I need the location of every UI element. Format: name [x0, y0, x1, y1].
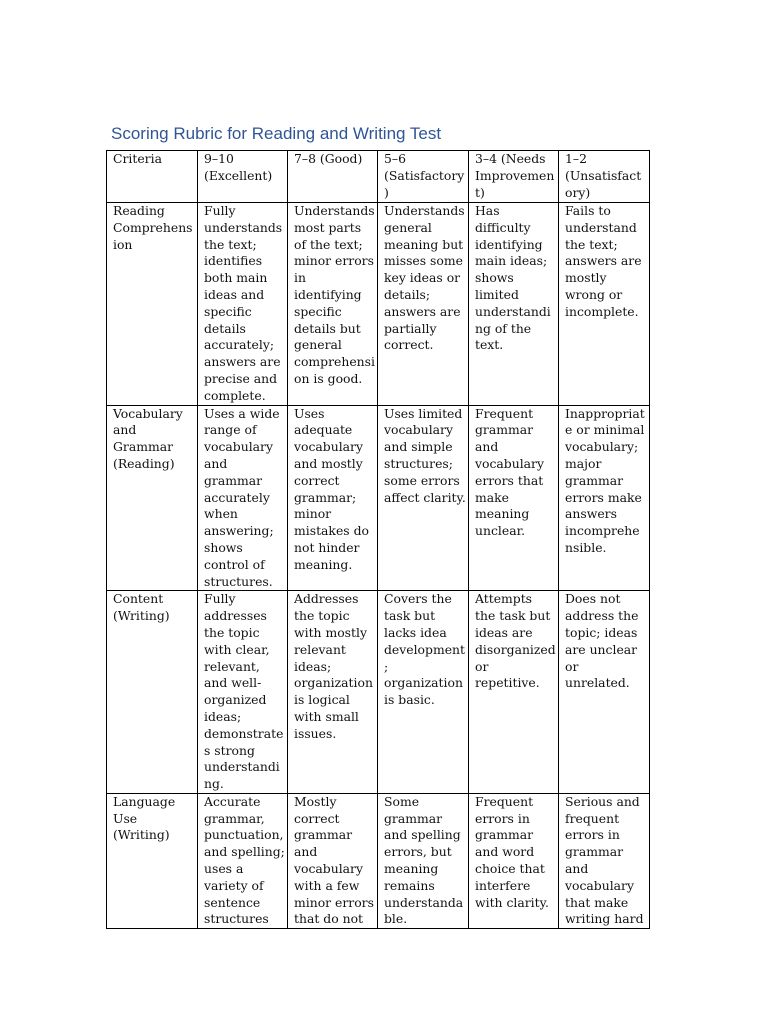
header-row: [107, 151, 650, 203]
criteria-cell: Language Use (Writing): [107, 793, 198, 928]
score-cell: Mostly correct grammar and vocabulary with a few minor errors that do not: [288, 793, 378, 928]
document-title: Scoring Rubric for Reading and Writing Test: [111, 124, 442, 143]
header-cell-criteria: Criteria: [107, 151, 198, 203]
score-cell: Uses a wide range of vocabulary and grammar accurately when answering; shows control of structures.: [198, 405, 288, 591]
score-cell: Addresses the topic with mostly relevant ideas; organization is logical with small issues.: [288, 591, 378, 794]
header-cell-needs-improvement: 3–4 (Needs Improvement): [469, 151, 559, 203]
score-cell: Inappropriate or minimal vocabulary; major grammar errors make answers incomprehensible.: [559, 405, 650, 591]
table-row: [107, 405, 650, 591]
score-cell: Covers the task but lacks idea development; organization is basic.: [378, 591, 469, 794]
header-cell-excellent: 9–10 (Excellent): [198, 151, 288, 203]
score-cell: Uses adequate vocabulary and mostly correct grammar; minor mistakes do not hinder meaning.: [288, 405, 378, 591]
table-row: [107, 793, 650, 928]
score-cell: Attempts the task but ideas are disorganized or repetitive.: [469, 591, 559, 794]
score-cell: Understands most parts of the text; minor errors in identifying specific details but general comprehension is good.: [288, 203, 378, 406]
score-cell: Does not address the topic; ideas are unclear or unrelated.: [559, 591, 650, 794]
score-cell: Uses limited vocabulary and simple structures; some errors affect clarity.: [378, 405, 469, 591]
table-row: [107, 591, 650, 794]
score-cell: Some grammar and spelling errors, but meaning remains understandable.: [378, 793, 469, 928]
criteria-cell: Content (Writing): [107, 591, 198, 794]
table-row: [107, 203, 650, 406]
header-cell-unsatisfactory: 1–2 (Unsatisfactory): [559, 151, 650, 203]
score-cell: Fully addresses the topic with clear, relevant, and well-organized ideas; demonstrates strong understanding.: [198, 591, 288, 794]
criteria-cell: Reading Comprehension: [107, 203, 198, 406]
score-cell: Serious and frequent errors in grammar and vocabulary that make writing hard: [559, 793, 650, 928]
score-cell: Understands general meaning but misses some key ideas or details; answers are partially correct.: [378, 203, 469, 406]
header-cell-satisfactory: 5–6 (Satisfactory): [378, 151, 469, 203]
header-cell-good: 7–8 (Good): [288, 151, 378, 203]
score-cell: Fully understands the text; identifies both main ideas and specific details accurately; answers are precise and complete.: [198, 203, 288, 406]
score-cell: Frequent errors in grammar and word choice that interfere with clarity.: [469, 793, 559, 928]
rubric-table: [106, 150, 650, 929]
score-cell: Frequent grammar and vocabulary errors that make meaning unclear.: [469, 405, 559, 591]
score-cell: Accurate grammar, punctuation, and spelling; uses a variety of sentence structures: [198, 793, 288, 928]
score-cell: Has difficulty identifying main ideas; shows limited understanding of the text.: [469, 203, 559, 406]
score-cell: Fails to understand the text; answers are mostly wrong or incomplete.: [559, 203, 650, 406]
criteria-cell: Vocabulary and Grammar (Reading): [107, 405, 198, 591]
